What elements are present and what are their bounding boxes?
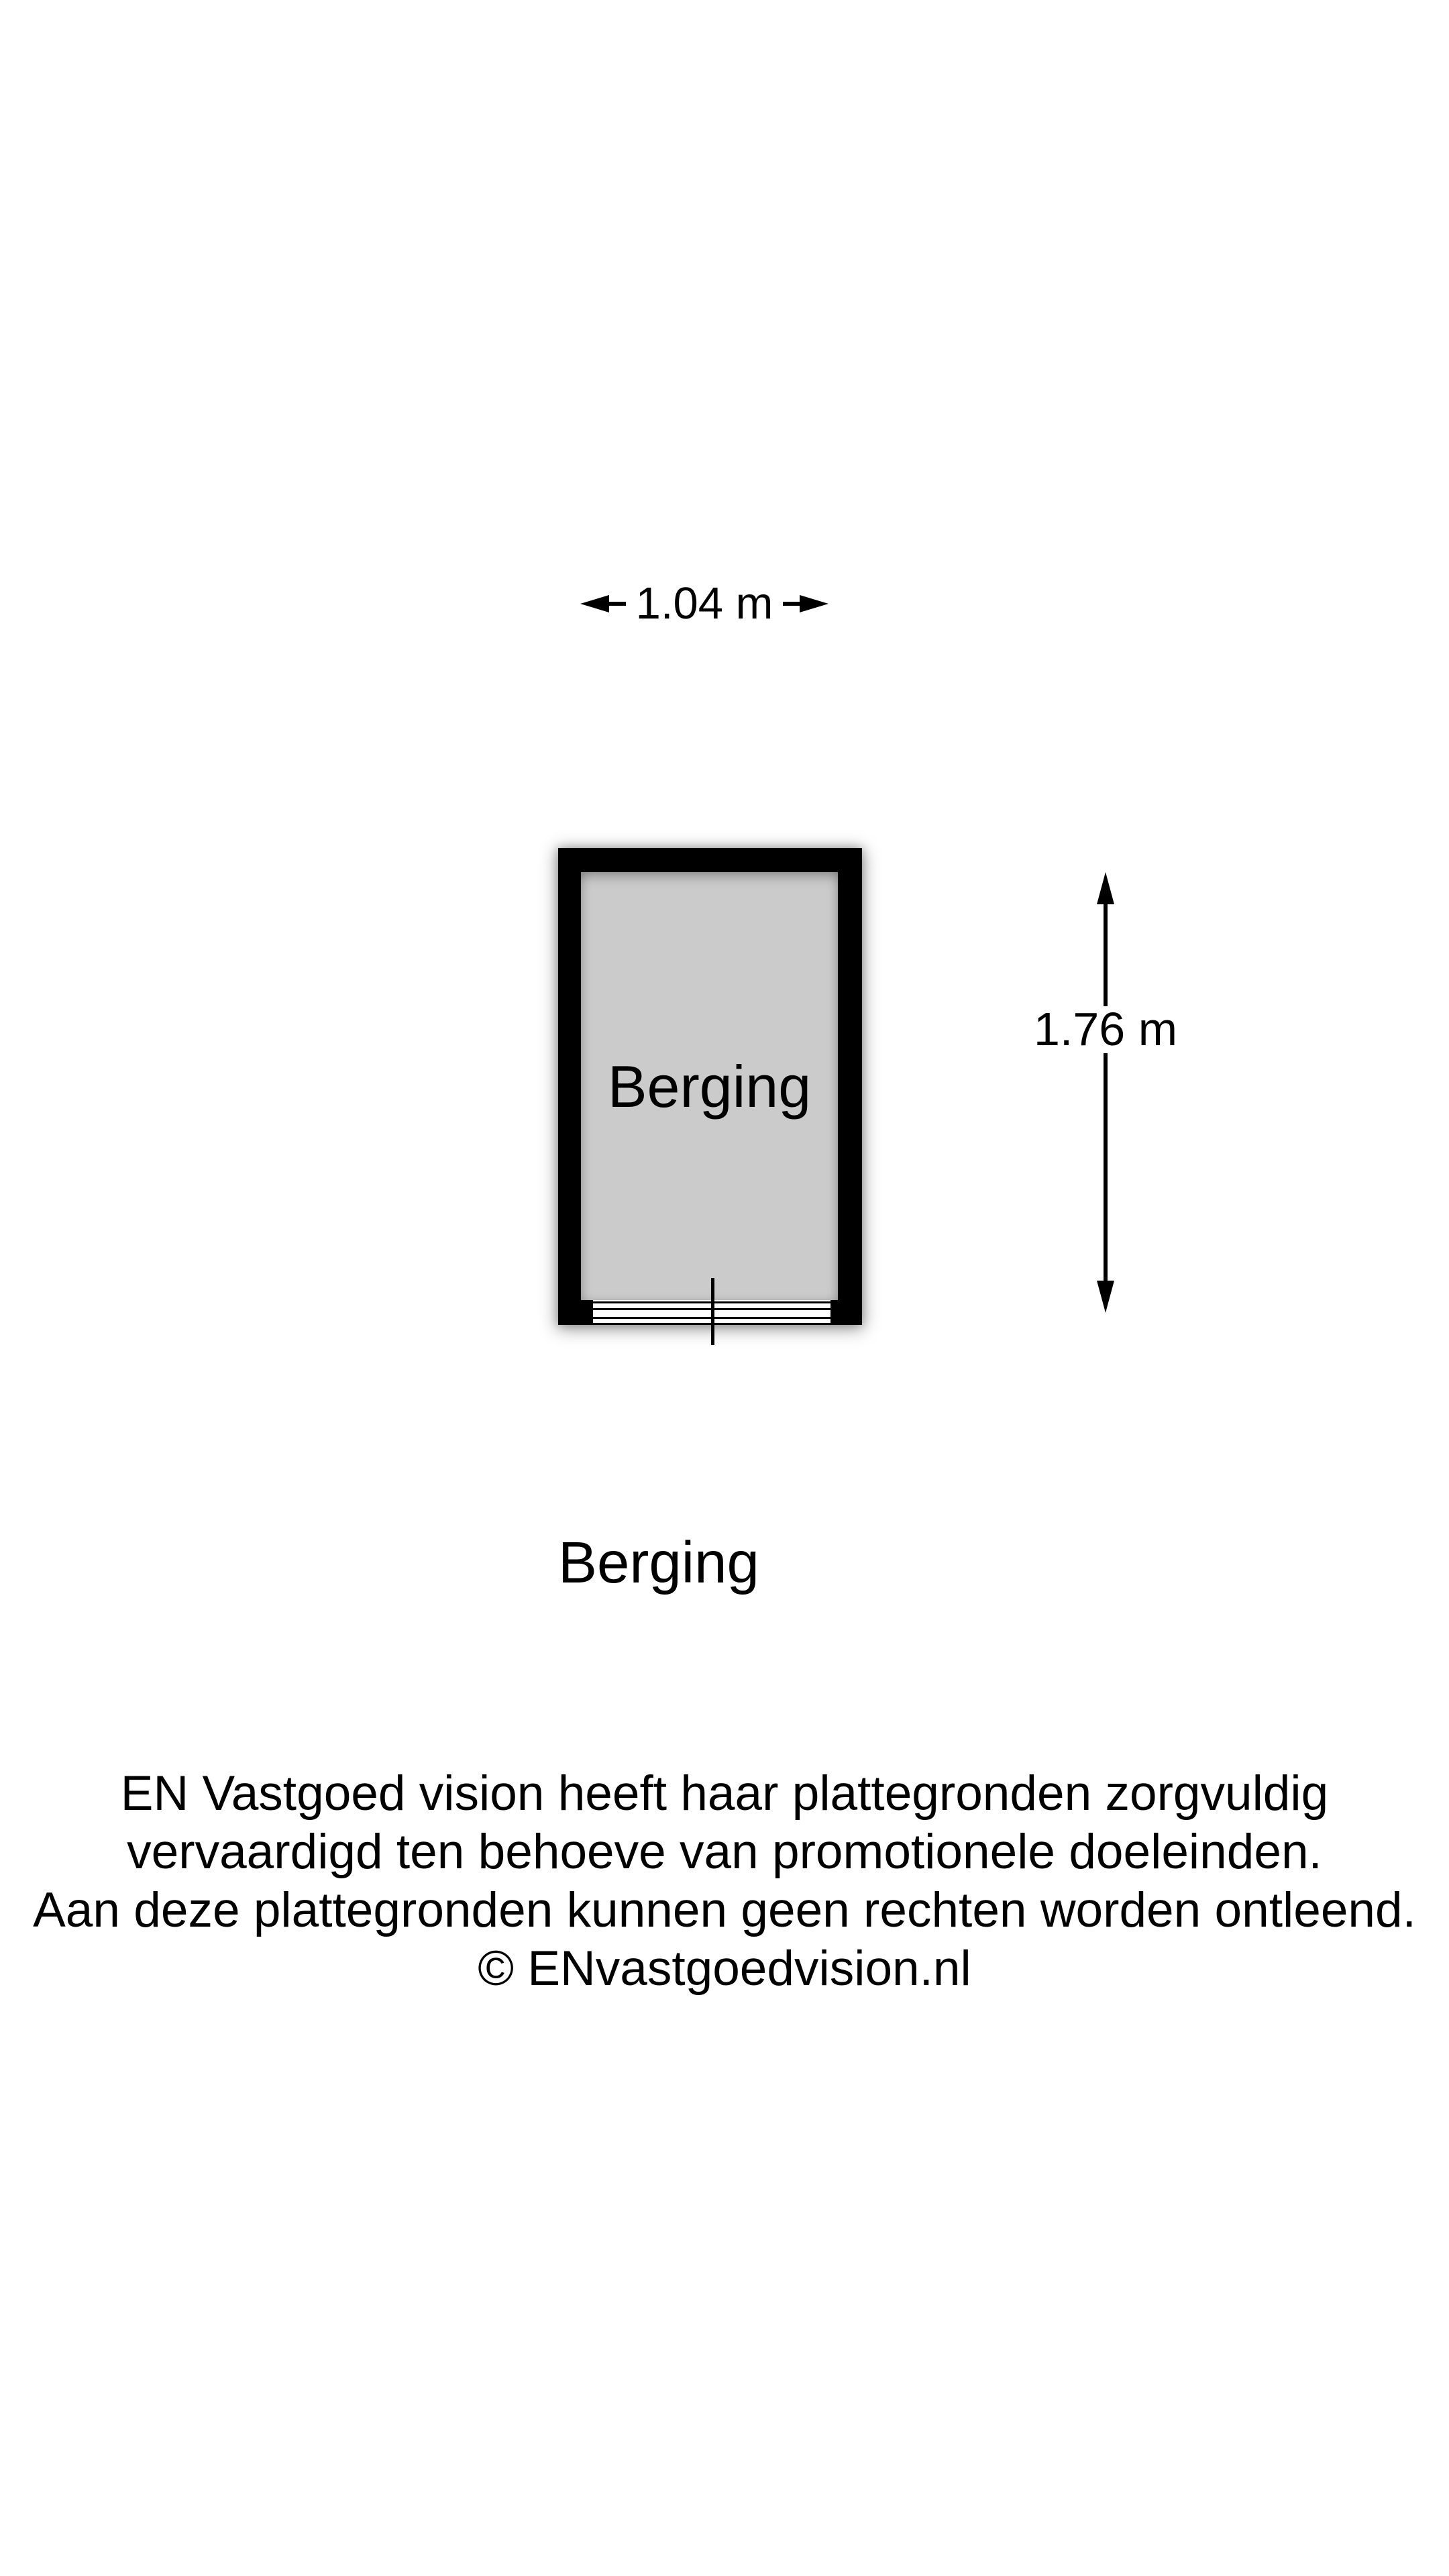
width-dimension — [567, 577, 842, 631]
floorplan-caption: Berging — [558, 1530, 759, 1595]
vertical-dimension-arrows-icon — [1026, 867, 1187, 1323]
door-post-line — [711, 1278, 714, 1345]
wall-top — [558, 848, 862, 872]
height-dimension-label: 1.76 m — [1034, 1003, 1177, 1055]
wall-stub-left — [558, 1300, 593, 1325]
disclaimer-line-3: Aan deze plattegronden kunnen geen rechten worden ontleend. — [33, 1883, 1416, 1937]
wall-stub-right — [830, 1300, 862, 1325]
disclaimer-line-4: © ENvastgoedvision.nl — [478, 1941, 971, 1996]
disclaimer-line-2: vervaardigd ten behoeve van promotionele doeleinden. — [127, 1825, 1322, 1879]
wall-left — [558, 848, 581, 1325]
height-dimension — [1026, 867, 1187, 1323]
room-berging — [558, 848, 862, 1325]
disclaimer — [0, 1764, 1449, 1998]
room-label: Berging — [607, 1053, 812, 1120]
wall-right — [838, 848, 862, 1325]
width-dimension-label: 1.04 m — [635, 578, 773, 629]
disclaimer-line-1: EN Vastgoed vision heeft haar plattegronden zorgvuldig — [120, 1766, 1329, 1821]
room-floor — [581, 872, 838, 1301]
